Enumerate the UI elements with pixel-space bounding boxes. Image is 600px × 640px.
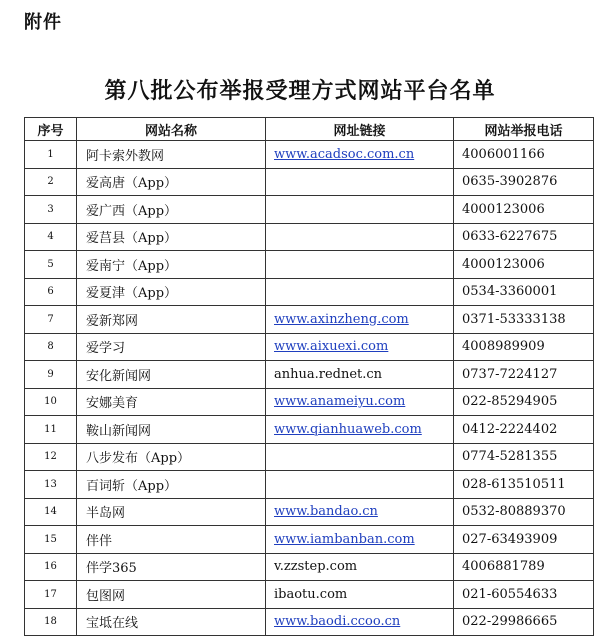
website-url-cell <box>266 581 454 609</box>
report-phone: 0371-53333138 <box>454 306 594 334</box>
report-phone: 021-60554633 <box>454 581 594 609</box>
table-row <box>25 581 594 609</box>
row-number: 16 <box>25 553 77 581</box>
website-name: 半岛网 <box>77 498 266 526</box>
website-url-cell <box>266 196 454 224</box>
row-number: 2 <box>25 168 77 196</box>
row-number: 4 <box>25 223 77 251</box>
table-row <box>25 361 594 389</box>
website-url-cell <box>266 168 454 196</box>
table-row <box>25 553 594 581</box>
website-url-cell <box>266 361 454 389</box>
website-url-cell <box>266 416 454 444</box>
table-row <box>25 471 594 499</box>
report-phone: 4008989909 <box>454 333 594 361</box>
table-row <box>25 443 594 471</box>
website-url-cell <box>266 498 454 526</box>
report-phone: 0532-80889370 <box>454 498 594 526</box>
table-row <box>25 196 594 224</box>
attachment-label: 附件 <box>24 12 62 33</box>
website-url-cell <box>266 141 454 169</box>
table-row <box>25 306 594 334</box>
table-row <box>25 416 594 444</box>
website-url-text: ibaotu.com <box>274 586 348 602</box>
website-url-text: anhua.rednet.cn <box>274 366 383 382</box>
row-number: 13 <box>25 471 77 499</box>
report-phone: 0633-6227675 <box>454 223 594 251</box>
column-header-no: 序号 <box>25 118 77 141</box>
row-number: 15 <box>25 526 77 554</box>
table-header-row <box>25 118 594 141</box>
column-header-phone: 网站举报电话 <box>454 118 594 141</box>
report-phone: 022-85294905 <box>454 388 594 416</box>
website-name: 安化新闻网 <box>77 361 266 389</box>
row-number: 1 <box>25 141 77 169</box>
table-row <box>25 526 594 554</box>
website-url-link[interactable]: www.qianhuaweb.com <box>274 421 422 437</box>
website-name: 安娜美育 <box>77 388 266 416</box>
website-name: 阿卡索外教网 <box>77 141 266 169</box>
report-phone: 4006001166 <box>454 141 594 169</box>
website-name: 宝坻在线 <box>77 608 266 636</box>
website-name: 鞍山新闻网 <box>77 416 266 444</box>
row-number: 17 <box>25 581 77 609</box>
website-url-cell <box>266 223 454 251</box>
website-name: 包图网 <box>77 581 266 609</box>
report-phone: 4000123006 <box>454 196 594 224</box>
row-number: 9 <box>25 361 77 389</box>
table-row <box>25 141 594 169</box>
website-url-link[interactable]: www.anameiyu.com <box>274 394 406 410</box>
website-url-link[interactable]: www.axinzheng.com <box>274 311 409 327</box>
row-number: 12 <box>25 443 77 471</box>
website-name: 爱学习 <box>77 333 266 361</box>
website-url-cell <box>266 333 454 361</box>
website-name: 爱高唐（App） <box>77 168 266 196</box>
row-number: 3 <box>25 196 77 224</box>
report-phone: 022-29986665 <box>454 608 594 636</box>
report-phone: 4000123006 <box>454 251 594 279</box>
website-name: 爱新郑网 <box>77 306 266 334</box>
table-body <box>25 141 594 636</box>
website-url-link[interactable]: www.aixuexi.com <box>274 339 389 355</box>
table-row <box>25 278 594 306</box>
row-number: 10 <box>25 388 77 416</box>
website-name: 百词斩（App） <box>77 471 266 499</box>
report-phone: 4006881789 <box>454 553 594 581</box>
table-row <box>25 223 594 251</box>
website-url-cell <box>266 306 454 334</box>
website-name: 八步发布（App） <box>77 443 266 471</box>
website-name: 爱夏津（App） <box>77 278 266 306</box>
column-header-url: 网址链接 <box>266 118 454 141</box>
website-list-table <box>24 117 594 636</box>
website-url-cell <box>266 443 454 471</box>
row-number: 11 <box>25 416 77 444</box>
table-row <box>25 251 594 279</box>
website-name: 爱南宁（App） <box>77 251 266 279</box>
website-url-cell <box>266 251 454 279</box>
report-phone: 0534-3360001 <box>454 278 594 306</box>
document-title: 第八批公布举报受理方式网站平台名单 <box>104 78 496 104</box>
table-row <box>25 608 594 636</box>
report-phone: 028-613510511 <box>454 471 594 499</box>
report-phone: 0412-2224402 <box>454 416 594 444</box>
table-row <box>25 498 594 526</box>
row-number: 6 <box>25 278 77 306</box>
website-url-cell <box>266 388 454 416</box>
report-phone: 027-63493909 <box>454 526 594 554</box>
website-url-link[interactable]: www.bandao.cn <box>274 504 378 520</box>
row-number: 18 <box>25 608 77 636</box>
report-phone: 0774-5281355 <box>454 443 594 471</box>
table-row <box>25 388 594 416</box>
table-row <box>25 333 594 361</box>
website-name: 爱广西（App） <box>77 196 266 224</box>
row-number: 5 <box>25 251 77 279</box>
website-url-cell <box>266 278 454 306</box>
table-row <box>25 168 594 196</box>
website-url-link[interactable]: www.iambanban.com <box>274 531 415 547</box>
column-header-name: 网站名称 <box>77 118 266 141</box>
website-url-cell <box>266 553 454 581</box>
report-phone: 0635-3902876 <box>454 168 594 196</box>
report-phone: 0737-7224127 <box>454 361 594 389</box>
website-url-cell <box>266 526 454 554</box>
website-url-cell <box>266 471 454 499</box>
website-url-cell <box>266 608 454 636</box>
website-url-link[interactable]: www.baodi.ccoo.cn <box>274 614 401 630</box>
row-number: 7 <box>25 306 77 334</box>
row-number: 8 <box>25 333 77 361</box>
website-name: 伴伴 <box>77 526 266 554</box>
row-number: 14 <box>25 498 77 526</box>
website-url-text: v.zzstep.com <box>274 559 358 575</box>
website-url-link[interactable]: www.acadsoc.com.cn <box>274 146 415 162</box>
website-name: 伴学365 <box>77 553 266 581</box>
website-name: 爱莒县（App） <box>77 223 266 251</box>
